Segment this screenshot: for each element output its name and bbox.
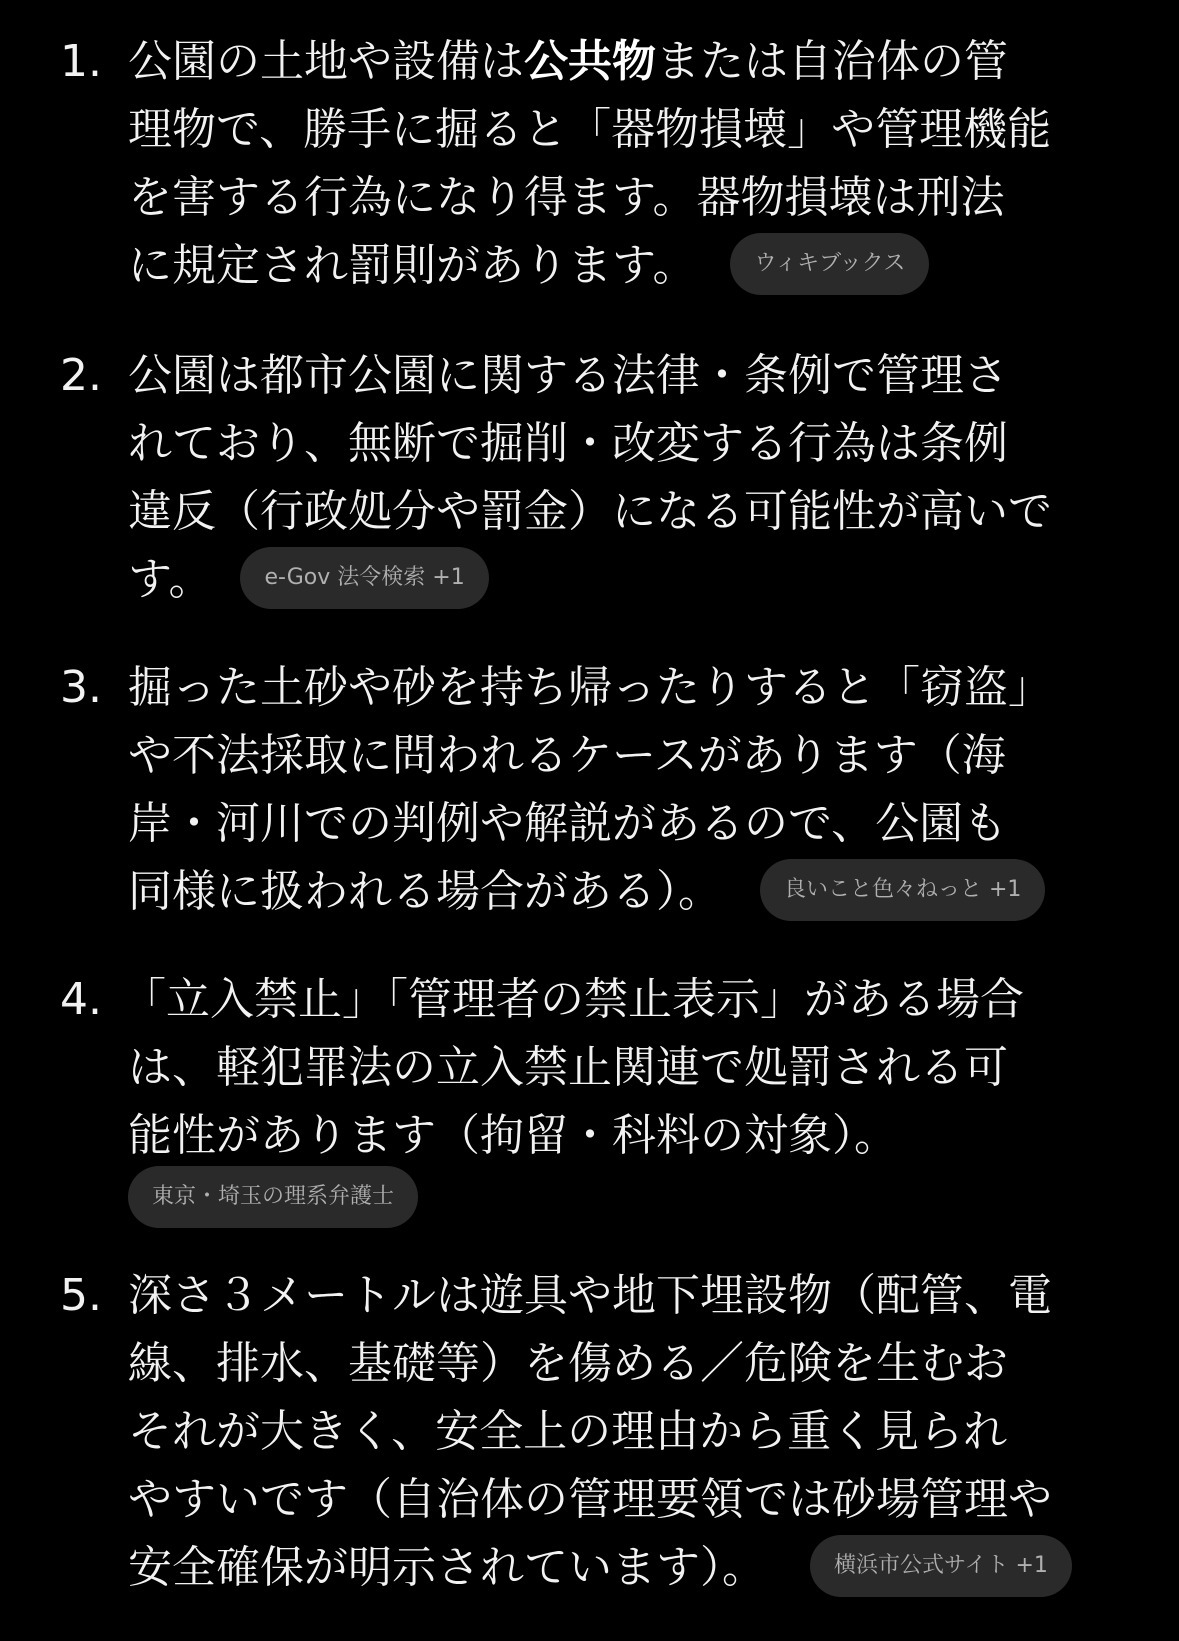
list-item-text [122,966,1128,1170]
text-line: 公園は都市公園に関する法律・条例で管理さ [128,350,1008,401]
text-line: す。 e-Gov 法令検索 +1 [128,546,1128,614]
text-line: 掘った土砂や砂を持ち帰ったりすると「窃盗」 [128,662,1052,713]
text-line: 岸・河川での判例や解説があるので、公園も [128,798,1008,849]
text-line: は、軽犯罪法の立入禁止関連で処罰される可 [128,1042,1008,1093]
text-line: 同様に扱われる場合がある）。 良いこと色々ねっと +1 [128,858,1128,926]
text-line: や不法採取に問われるケースがあります（海 [128,730,1006,781]
list-item-number: 5. [60,1270,102,1321]
source-citation-chip[interactable]: 良いこと色々ねっと +1 [760,859,1045,921]
text-line: 公園の土地や設備は公共物または自治体の管 [128,36,1008,87]
source-citation-chip[interactable]: ウィキブックス [730,233,929,295]
text-line: 安全確保が明示されています）。 横浜市公式サイト +1 [128,1534,1128,1602]
list-item-number: 2. [60,350,102,401]
text-line: れており、無断で掘削・改変する行為は条例 [128,418,1008,469]
list-item-text [128,1262,1128,1602]
text-line: やすいです（自治体の管理要領では砂場管理や [128,1474,1052,1525]
list-item-number: 3. [60,662,102,713]
text-line: 線、排水、基礎等）を傷める／危険を生むお [128,1338,1008,1389]
list-item-text [128,654,1128,926]
list-item-number: 4. [60,974,102,1025]
list-item-number: 1. [60,36,102,87]
text-line: 能性があります（拘留・科料の対象）。 [128,1110,898,1161]
text-line: 深さ３メートルは遊具や地下埋設物（配管、電 [128,1270,1052,1321]
text-line: 違反（行政処分や罰金）になる可能性が高いで [128,486,1052,537]
list-item-text [128,28,1128,300]
text-line: それが大きく、安全上の理由から重く見られ [128,1406,1008,1457]
text-line: 理物で、勝手に掘ると「器物損壊」や管理機能 [128,104,1052,155]
source-citation-chip[interactable]: e-Gov 法令検索 +1 [240,547,488,609]
text-line: を害する行為になり得ます。器物損壊は刑法 [128,172,1005,223]
list-item-text [128,342,1128,614]
source-citation-chip[interactable]: 横浜市公式サイト +1 [810,1535,1072,1597]
emphasis-text: 公共物 [524,36,656,87]
text-line: 「立入禁止」「管理者の禁止表示」がある場合 [122,974,1024,1025]
source-citation-chip[interactable]: 東京・埼玉の理系弁護士 [128,1166,418,1228]
text-line: に規定され罰則があります。 ウィキブックス [128,232,1128,300]
